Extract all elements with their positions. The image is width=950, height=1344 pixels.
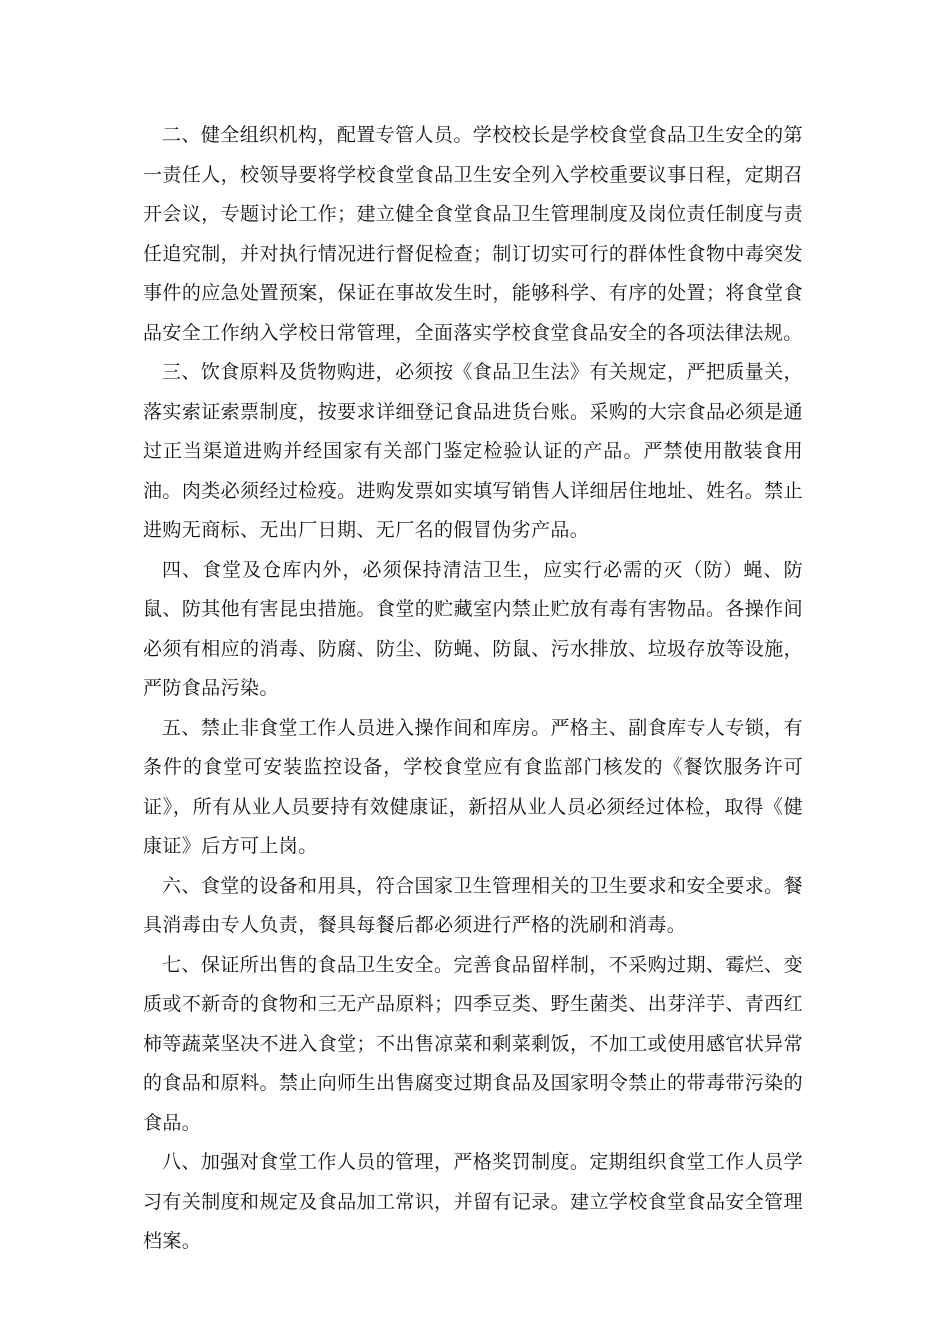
paragraph-equipment: 六、食堂的设备和用具，符合国家卫生管理相关的卫生要求和安全要求。餐具消毒由专人负责，餐具每餐后都必须进行严格的洗刷和消毒。: [143, 874, 803, 936]
document-body: [143, 116, 803, 1262]
paragraph-procurement: 三、饮食原料及货物购进，必须按《食品卫生法》有关规定，严把质量关，落实索证索票制度，按要求详细登记食品进货台账。采购的大宗食品必须是通过正当渠道进购并经国家有关部门鉴定检验认证的产品。严禁使用散装食用油。肉类必须经过检疫。进购发票如实填写销售人详细居住地址、姓名。禁止进购无商标、无出厂日期、无厂名的假冒伪劣产品。: [143, 361, 803, 541]
paragraph-hygiene: 四、食堂及仓库内外，必须保持清洁卫生，应实行必需的灭（防）蝇、防鼠、防其他有害昆虫措施。食堂的贮藏室内禁止贮放有毒有害物品。各操作间必须有相应的消毒、防腐、防尘、防蝇、防鼠、污水排放、垃圾存放等设施，严防食品污染。: [143, 558, 803, 699]
paragraph-organization: 二、健全组织机构，配置专管人员。学校校长是学校食堂食品卫生安全的第一责任人，校领导要将学校食堂食品卫生安全列入学校重要议事日程，定期召开会议，专题讨论工作；建立健全食堂食品卫生管理制度及岗位责任制度与责任追究制，并对执行情况进行督促检查；制订切实可行的群体性食物中毒突发事件的应急处置预案，保证在事故发生时，能够科学、有序的处置；将食堂食品安全工作纳入学校日常管理，全面落实学校食堂食品安全的各项法律法规。: [143, 124, 803, 344]
paragraph-staff-management: 八、加强对食堂工作人员的管理，严格奖罚制度。定期组织食堂工作人员学习有关制度和规定及食品加工常识，并留有记录。建立学校食堂食品安全管理档案。: [143, 1151, 803, 1252]
paragraph-access-control: 五、禁止非食堂工作人员进入操作间和库房。严格主、副食库专人专锁，有条件的食堂可安装监控设备，学校食堂应有食监部门核发的《餐饮服务许可证》，所有从业人员要持有效健康证，新招从业人员必须经过体检，取得《健康证》后方可上岗。: [143, 716, 803, 857]
paragraph-food-safety: 七、保证所出售的食品卫生安全。完善食品留样制，不采购过期、霉烂、变质或不新奇的食物和三无产品原料；四季豆类、野生菌类、出芽洋芋、青西红柿等蔬菜坚决不进入食堂；不出售凉菜和剩菜剩饭，不加工或使用感官状异常的食品和原料。禁止向师生出售腐变过期食品及国家明令禁止的带毒带污染的食品。: [143, 953, 803, 1134]
